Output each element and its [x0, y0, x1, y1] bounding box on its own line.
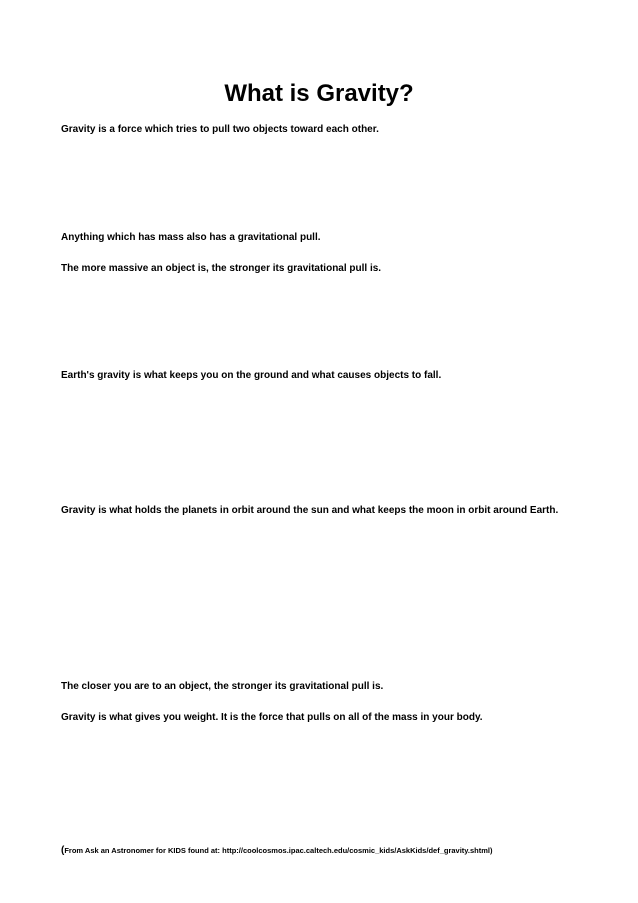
source-citation — [61, 845, 621, 856]
paragraph-distance: The closer you are to an object, the stronger its gravitational pull is. — [61, 681, 384, 692]
paragraph-mass-pull: Anything which has mass also has a gravitational pull. — [61, 232, 321, 243]
paragraph-massive-objects: The more massive an object is, the stronger its gravitational pull is. — [61, 263, 382, 274]
source-open-paren: ( — [61, 845, 65, 856]
paragraph-weight: Gravity is what gives you weight. It is the force that pulls on all of the mass in your body. — [61, 712, 483, 723]
page-title: What is Gravity? — [224, 80, 414, 107]
paragraph-gravity-definition: Gravity is a force which tries to pull two objects toward each other. — [61, 124, 379, 135]
paragraph-earth-gravity: Earth's gravity is what keeps you on the ground and what causes objects to fall. — [61, 370, 442, 381]
paragraph-orbits: Gravity is what holds the planets in orbit around the sun and what keeps the moon in orbit around Earth. — [61, 505, 559, 516]
source-citation-text: From Ask an Astronomer for KIDS found at: http://coolcosmos.ipac.caltech.edu/cosmic_kids/AskKids/def_gravity.shtml) — [64, 846, 493, 855]
